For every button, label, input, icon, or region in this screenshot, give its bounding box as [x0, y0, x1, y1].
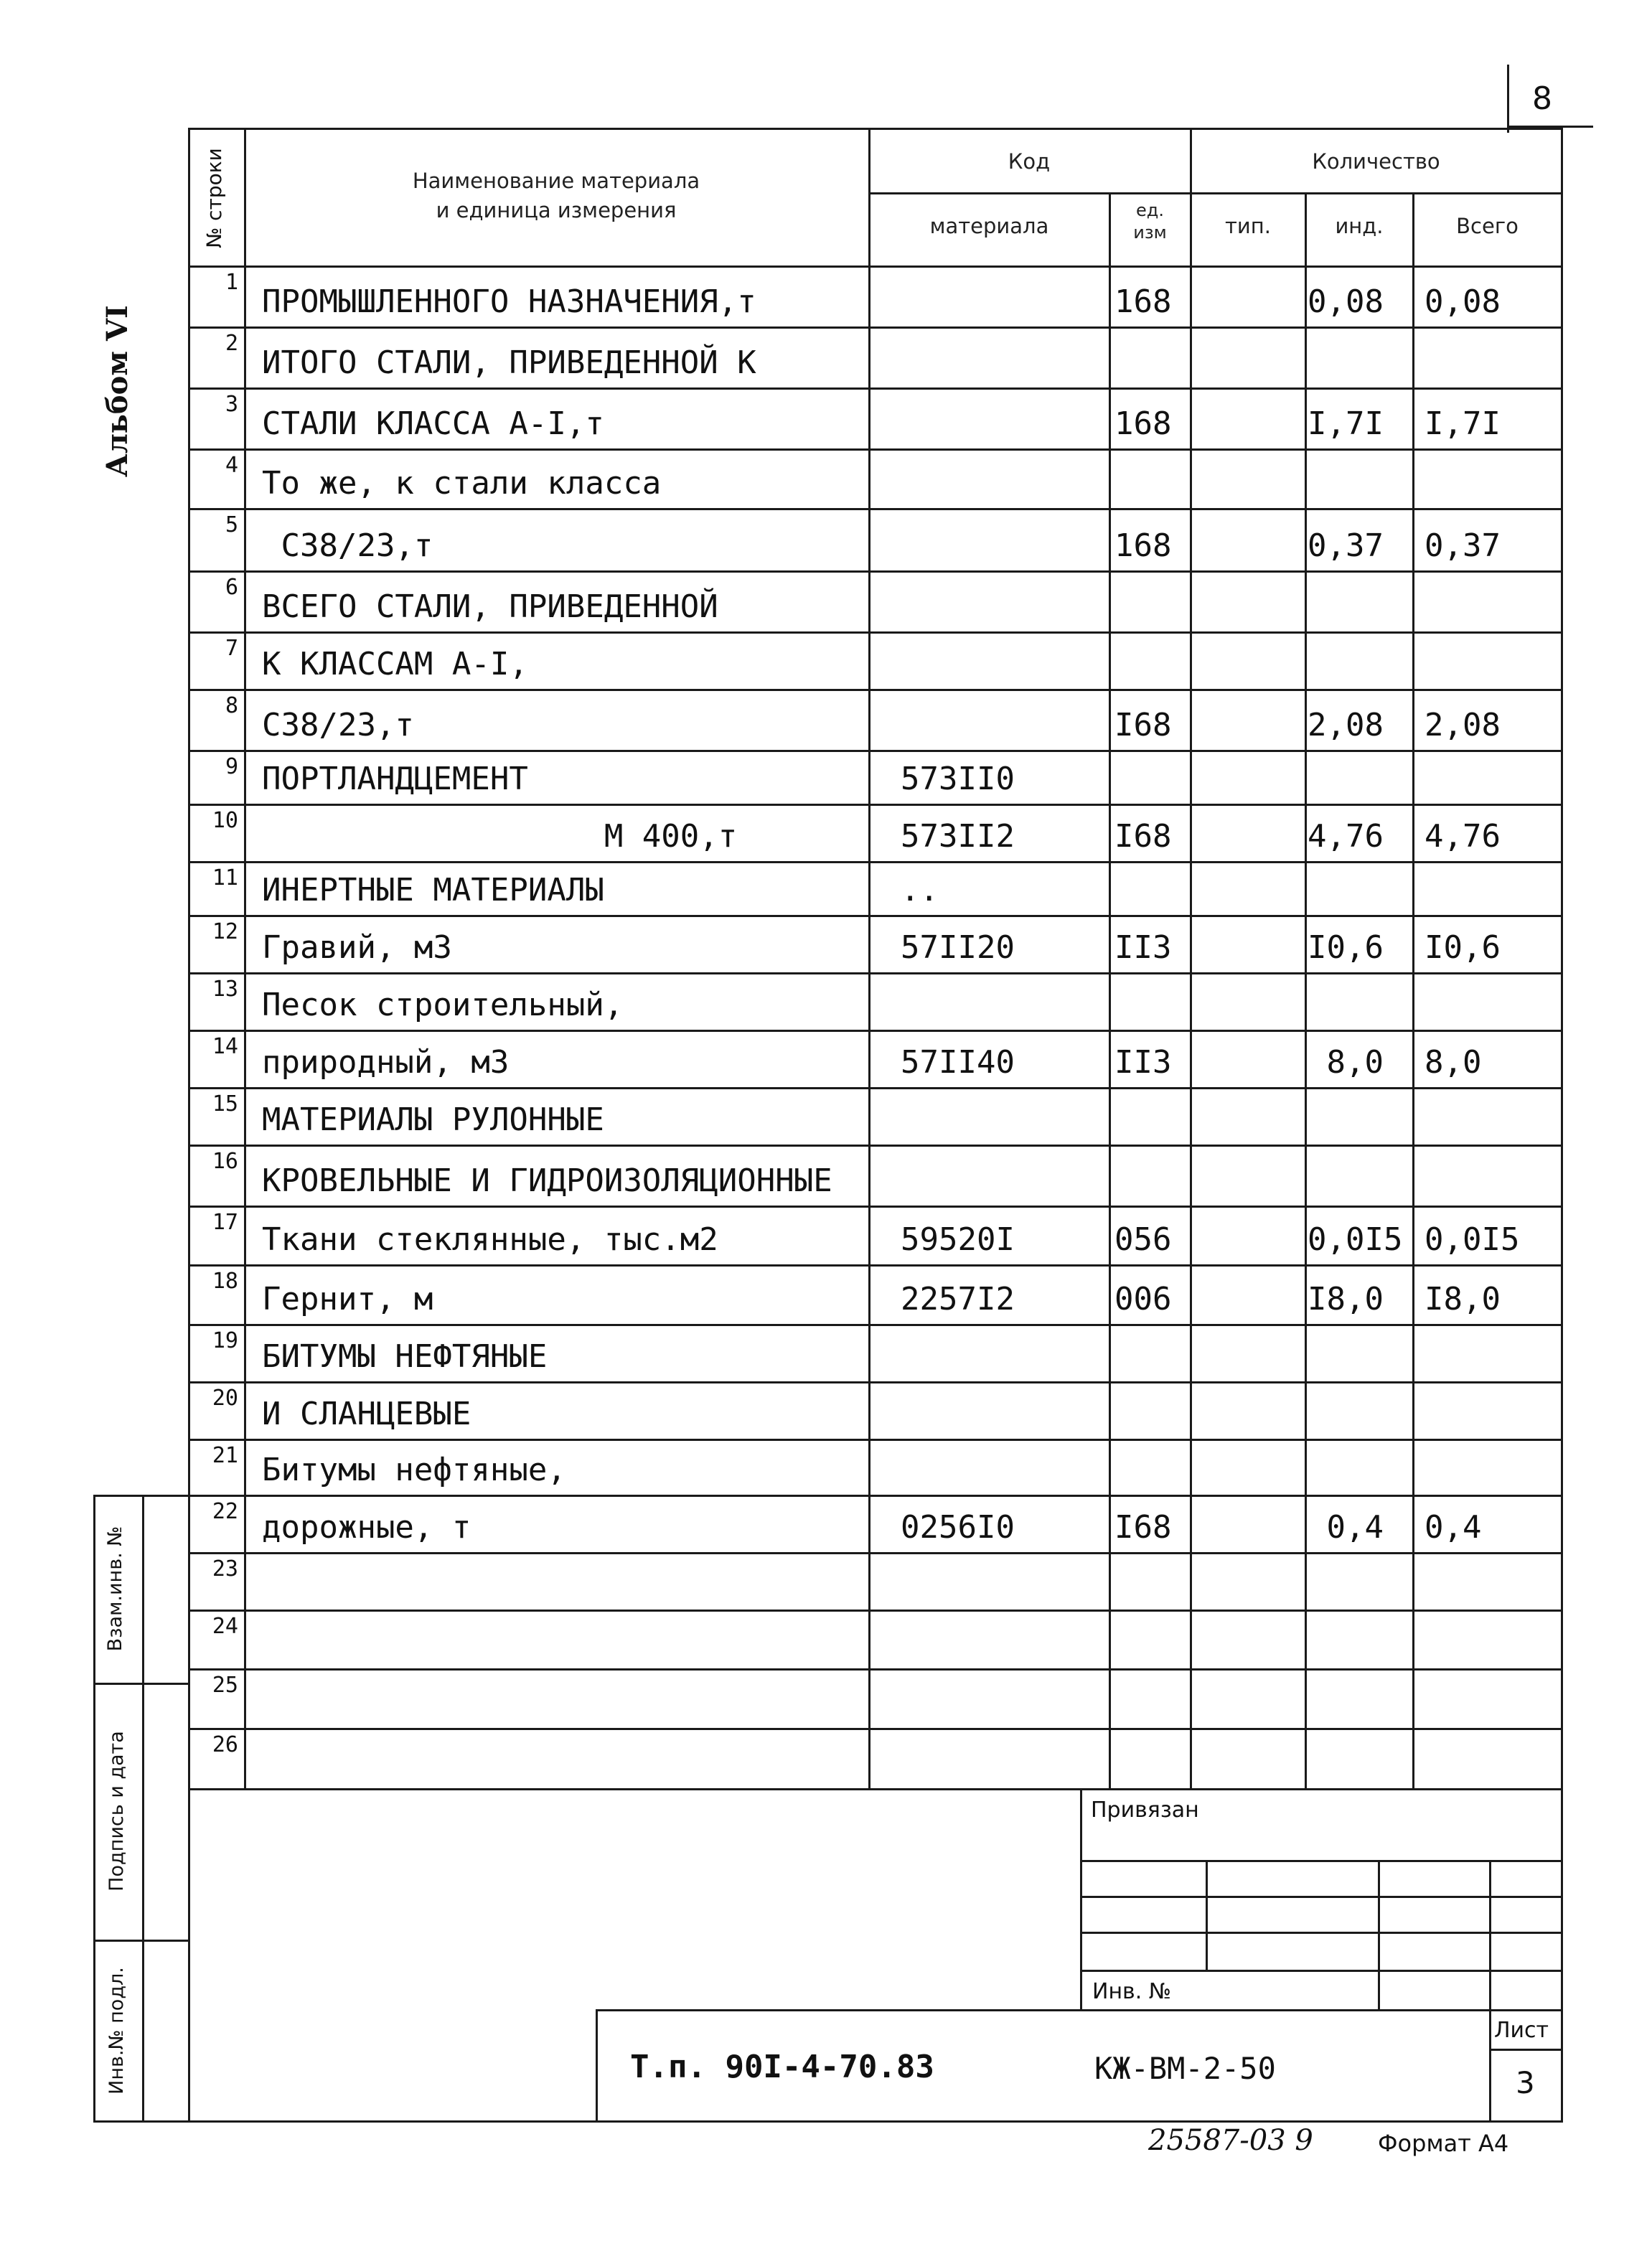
- header-unit-line2: изм: [1133, 222, 1167, 243]
- row-number: 25: [212, 1673, 238, 1698]
- quantity-ind: 2,08: [1308, 707, 1384, 743]
- row-divider: [188, 1610, 1563, 1612]
- material-name: ПРОМЫШЛЕННОГО НАЗНАЧЕНИЯ,т: [262, 283, 756, 320]
- row-divider: [188, 1206, 1563, 1208]
- row-divider: [188, 861, 1563, 863]
- row-number: 24: [212, 1614, 238, 1639]
- quantity-total: 0,0I5: [1425, 1221, 1520, 1258]
- quantity-total: 4,76: [1425, 818, 1501, 855]
- quantity-ind: 0,08: [1308, 283, 1384, 320]
- unit-code: II3: [1114, 1044, 1172, 1081]
- material-name: Битумы нефтяные,: [262, 1452, 566, 1488]
- row-number: 6: [225, 575, 238, 600]
- material-name: То же, к стали класса: [262, 465, 662, 502]
- row-number: 10: [212, 808, 238, 833]
- material-name: ПОРТЛАНДЦЕМЕНТ: [262, 761, 528, 797]
- quantity-total: I0,6: [1425, 929, 1501, 966]
- project-number: Т.п. 90I-4-70.83: [630, 2049, 934, 2085]
- header-ind: инд.: [1335, 214, 1384, 238]
- material-code: 57II20: [901, 929, 1015, 966]
- row-divider: [188, 631, 1563, 634]
- quantity-total: 2,08: [1425, 707, 1501, 743]
- quantity-ind: 0,4: [1308, 1509, 1384, 1546]
- header-material: материала: [929, 214, 1049, 238]
- page-number: 8: [1532, 80, 1552, 117]
- header-typ: тип.: [1225, 214, 1271, 238]
- unit-code: I68: [1114, 818, 1172, 855]
- header-row-no: № строки: [202, 148, 226, 248]
- row-number: 13: [212, 977, 238, 1002]
- material-code: 2257I2: [901, 1281, 1015, 1317]
- row-divider: [188, 1030, 1563, 1032]
- row-divider: [188, 1439, 1563, 1441]
- header-code: Код: [1008, 149, 1051, 174]
- row-number: 12: [212, 919, 238, 944]
- row-number: 26: [212, 1732, 238, 1757]
- handwritten-number: 25587-03 9: [1148, 2124, 1313, 2157]
- header-total: Всего: [1456, 214, 1519, 238]
- row-number: 1: [225, 270, 238, 295]
- row-divider: [188, 972, 1563, 974]
- unit-code: I68: [1114, 1509, 1172, 1546]
- unit-code: II3: [1114, 929, 1172, 966]
- row-divider: [188, 448, 1563, 451]
- quantity-total: 8,0: [1425, 1044, 1482, 1081]
- row-number: 7: [225, 636, 238, 661]
- material-name: И СЛАНЦЕВЫЕ: [262, 1396, 471, 1432]
- row-number: 2: [225, 331, 238, 356]
- header-quantity: Количество: [1312, 149, 1440, 174]
- sheet-number: 3: [1516, 2065, 1535, 2100]
- row-number: 14: [212, 1034, 238, 1059]
- privyazan-label: Привязан: [1091, 1798, 1199, 1823]
- row-divider: [188, 1264, 1563, 1267]
- material-name: ВСЕГО СТАЛИ, ПРИВЕДЕННОЙ: [262, 588, 718, 625]
- material-code: 0256I0: [901, 1509, 1015, 1546]
- row-divider: [188, 750, 1563, 752]
- document-code: КЖ-ВМ-2-50: [1094, 2051, 1276, 2086]
- material-name: МАТЕРИАЛЫ РУЛОННЫЕ: [262, 1101, 604, 1138]
- unit-code: 168: [1114, 405, 1172, 442]
- material-name: С38/23,т: [262, 707, 414, 743]
- row-divider: [188, 326, 1563, 329]
- quantity-total: 0,08: [1425, 283, 1501, 320]
- material-name: Гернит, м: [262, 1281, 433, 1317]
- row-number: 4: [225, 453, 238, 478]
- unit-code: 056: [1114, 1221, 1172, 1258]
- format-label: Формат А4: [1378, 2130, 1509, 2157]
- unit-code: 006: [1114, 1281, 1172, 1317]
- material-code: 573II2: [901, 818, 1015, 855]
- material-name: К КЛАССАМ А-I,: [262, 646, 528, 682]
- quantity-total: I8,0: [1425, 1281, 1501, 1317]
- row-divider: [188, 804, 1563, 806]
- material-code: ..: [901, 872, 939, 908]
- material-name: М 400,т: [262, 818, 738, 855]
- inv-no-label: Инв. №: [1092, 1979, 1172, 2004]
- material-name: ИНЕРТНЫЕ МАТЕРИАЛЫ: [262, 872, 604, 908]
- header-unit-line1: ед.: [1136, 200, 1164, 220]
- material-code: 57II40: [901, 1044, 1015, 1081]
- quantity-total: 0,4: [1425, 1509, 1482, 1546]
- material-name: Гравий, м3: [262, 929, 452, 966]
- quantity-ind: I8,0: [1308, 1281, 1384, 1317]
- unit-code: 168: [1114, 283, 1172, 320]
- quantity-ind: I,7I: [1308, 405, 1384, 442]
- row-divider: [188, 1145, 1563, 1147]
- row-number: 3: [225, 392, 238, 417]
- row-divider: [188, 1495, 1563, 1497]
- row-number: 19: [212, 1328, 238, 1353]
- header-unit: [1110, 199, 1190, 244]
- row-number: 17: [212, 1210, 238, 1235]
- material-name: СТАЛИ КЛАССА А-I,т: [262, 405, 604, 442]
- row-number: 22: [212, 1499, 238, 1524]
- row-divider: [188, 915, 1563, 917]
- material-name: С38/23,т: [262, 527, 433, 564]
- quantity-total: 0,37: [1425, 527, 1501, 564]
- stamp-inv-podl: Инв.№ подл.: [105, 1967, 128, 2095]
- quantity-ind: 4,76: [1308, 818, 1384, 855]
- material-name: дорожные, т: [262, 1509, 471, 1546]
- quantity-ind: 8,0: [1308, 1044, 1384, 1081]
- unit-code: 168: [1114, 527, 1172, 564]
- row-divider: [188, 1728, 1563, 1730]
- row-number: 8: [225, 693, 238, 718]
- row-divider: [188, 689, 1563, 691]
- quantity-ind: 0,0I5: [1308, 1221, 1403, 1258]
- row-divider: [188, 1324, 1563, 1326]
- row-divider: [188, 1087, 1563, 1089]
- material-name: КРОВЕЛЬНЫЕ И ГИДРОИЗОЛЯЦИОННЫЕ: [262, 1162, 832, 1199]
- row-number: 20: [212, 1386, 238, 1411]
- header-name-line1: Наименование материала: [412, 169, 700, 193]
- header-name-line2: и единица измерения: [436, 197, 677, 222]
- row-divider: [188, 570, 1563, 573]
- quantity-ind: 0,37: [1308, 527, 1384, 564]
- material-name: природный, м3: [262, 1044, 510, 1081]
- row-number: 23: [212, 1556, 238, 1582]
- material-name: Ткани стеклянные, тыс.м2: [262, 1221, 718, 1258]
- quantity-total: I,7I: [1425, 405, 1501, 442]
- material-name: Песок строительный,: [262, 987, 624, 1023]
- row-divider: [188, 387, 1563, 390]
- row-number: 11: [212, 865, 238, 891]
- material-code: 573II0: [901, 761, 1015, 797]
- row-number: 18: [212, 1269, 238, 1294]
- row-number: 21: [212, 1443, 238, 1468]
- material-code: 59520I: [901, 1221, 1015, 1258]
- stamp-vzam: Взам.инв. №: [104, 1526, 126, 1652]
- unit-code: I68: [1114, 707, 1172, 743]
- row-number: 16: [212, 1149, 238, 1174]
- row-number: 15: [212, 1091, 238, 1117]
- header-name: [248, 166, 865, 225]
- row-divider: [188, 1552, 1563, 1554]
- stamp-podpis: Подпись и дата: [105, 1731, 128, 1892]
- row-divider: [188, 1668, 1563, 1671]
- row-number: 5: [225, 512, 238, 537]
- quantity-ind: I0,6: [1308, 929, 1384, 966]
- page-number-bar: [1507, 65, 1509, 133]
- row-number: 9: [225, 754, 238, 779]
- material-name: БИТУМЫ НЕФТЯНЫЕ: [262, 1338, 548, 1375]
- sheet-label: Лист: [1494, 2018, 1549, 2043]
- row-divider: [188, 1381, 1563, 1383]
- material-name: ИТОГО СТАЛИ, ПРИВЕДЕННОЙ К: [262, 344, 756, 381]
- row-divider: [188, 508, 1563, 510]
- album-label: Альбом VI: [100, 305, 134, 477]
